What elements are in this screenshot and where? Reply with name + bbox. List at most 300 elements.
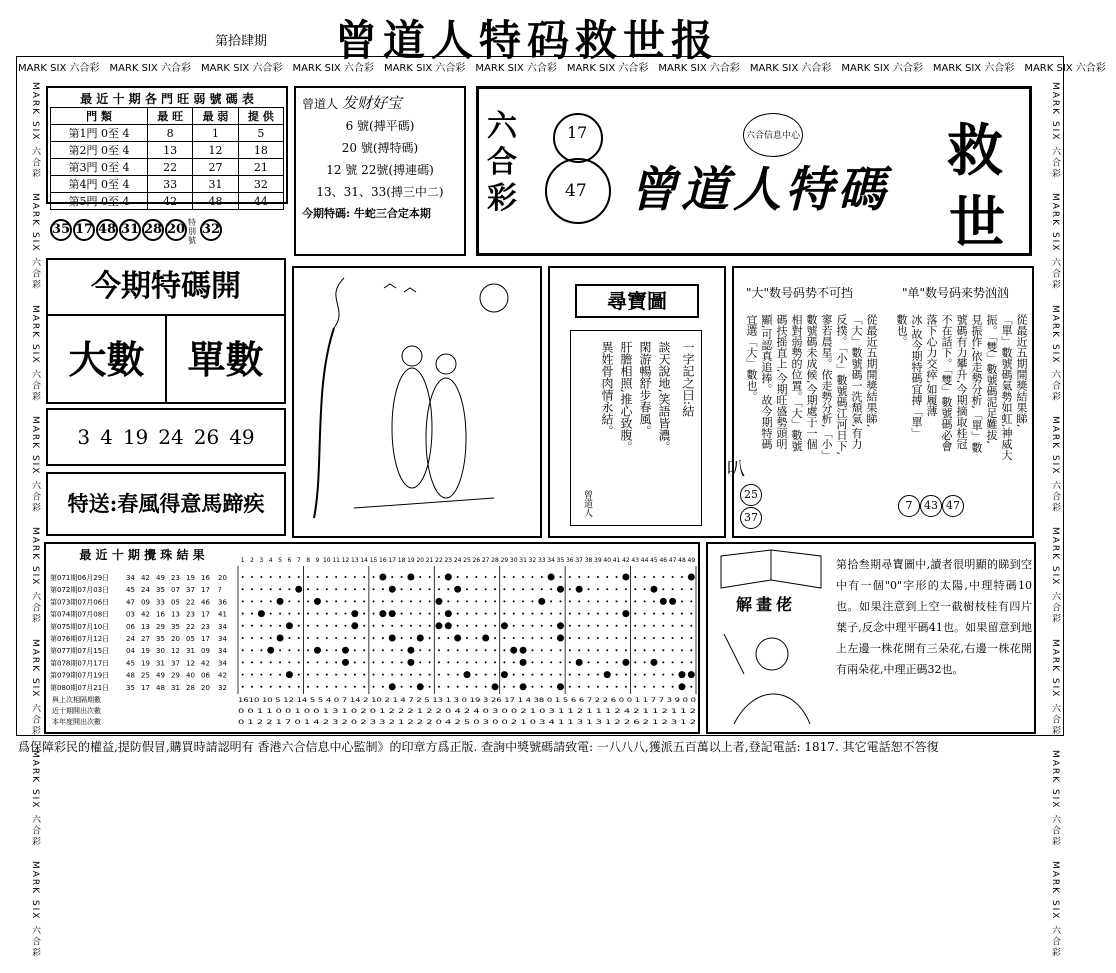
grid-dot <box>307 625 309 627</box>
special-number: 26 <box>193 425 220 449</box>
grid-dot <box>475 613 477 615</box>
drawn-ball-mark <box>557 586 564 593</box>
treasure-sign: 曾道人 <box>582 490 592 517</box>
draw-ball: 17 <box>201 586 210 595</box>
grid-dot <box>531 637 533 639</box>
logo-number-2: 47 <box>565 181 587 201</box>
drawn-ball-mark <box>445 622 452 629</box>
grid-dot <box>606 576 608 578</box>
column-number: 44 <box>640 557 649 564</box>
poem-line: 異姓骨肉情永結。 <box>600 341 614 437</box>
table-row <box>51 193 284 210</box>
drawn-ball-mark <box>417 683 424 690</box>
grid-dot <box>298 613 300 615</box>
table-cell: 22 <box>148 159 193 176</box>
grid-dot <box>373 637 375 639</box>
column-number: 16 <box>379 557 387 564</box>
grid-dot <box>354 637 356 639</box>
poem-line: 肝膽相照,推心致腹。 <box>619 341 633 453</box>
grid-dot <box>569 588 571 590</box>
right-band <box>1040 82 1062 959</box>
grid-dot <box>307 613 309 615</box>
grid-dot <box>270 576 272 578</box>
grid-dot <box>316 588 318 590</box>
draw-ball: 29 <box>171 671 180 680</box>
grid-dot <box>485 613 487 615</box>
grid-dot <box>298 600 300 602</box>
analysis-column: 不在話下。「雙」數號碼必會 <box>940 314 953 452</box>
grid-dot <box>690 637 692 639</box>
draw-ball: 23 <box>186 610 195 619</box>
table-cell: 13 <box>148 142 193 159</box>
band-label: MARK SIX 六合彩 <box>566 63 649 74</box>
grid-dot <box>251 576 253 578</box>
draw-ball: 09 <box>141 598 150 607</box>
grid-dot <box>634 637 636 639</box>
balls-row <box>50 218 290 246</box>
grid-dot <box>522 625 524 627</box>
grid-dot <box>260 600 262 602</box>
riddle-box <box>706 542 1036 734</box>
draw-ball: 23 <box>171 574 180 582</box>
number-ball: 20 <box>165 219 187 241</box>
lhc-text: 六合彩 <box>487 109 517 216</box>
number-circle: 43 <box>920 495 942 517</box>
grid-dot <box>429 600 431 602</box>
grid-dot <box>391 600 393 602</box>
drawn-ball-mark <box>277 635 284 642</box>
draw-ball: 16 <box>201 574 210 582</box>
grid-dot <box>457 613 459 615</box>
grid-dot <box>466 600 468 602</box>
analysis-column: 顯,可認真追捧。故今期特碼 <box>760 314 773 450</box>
big-label: 大數 <box>48 316 167 404</box>
grid-dot <box>653 600 655 602</box>
grid-dot <box>419 649 421 651</box>
grid-dot <box>662 649 664 651</box>
draw-ball: 16 <box>156 610 165 619</box>
draw-special: 34 <box>218 647 227 656</box>
grid-dot <box>606 625 608 627</box>
grid-dot <box>616 661 618 663</box>
grid-dot <box>681 613 683 615</box>
grid-dot <box>344 576 346 578</box>
draw-ball: 25 <box>141 671 150 680</box>
drawn-ball-mark <box>520 659 527 666</box>
grid-dot <box>419 576 421 578</box>
grid-dot <box>672 649 674 651</box>
grid-dot <box>410 600 412 602</box>
grid-dot <box>485 600 487 602</box>
grid-dot <box>569 661 571 663</box>
grid-dot <box>391 649 393 651</box>
grid-dot <box>354 661 356 663</box>
column-number: 29 <box>500 557 509 564</box>
column-number: 36 <box>565 557 574 564</box>
grid-dot <box>681 661 683 663</box>
grid-dot <box>672 588 674 590</box>
grid-dot <box>335 661 337 663</box>
grid-dot <box>644 674 646 676</box>
drawn-ball-mark <box>520 683 527 690</box>
grid-dot <box>326 661 328 663</box>
grid-dot <box>410 637 412 639</box>
grid-dot <box>307 686 309 688</box>
grid-dot <box>251 674 253 676</box>
analysis-column: 碼扶摇直上,今期旺盛勢頭明 <box>775 314 788 450</box>
grid-dot <box>616 600 618 602</box>
poem-line: 談天說地,笑語皆濃。 <box>657 341 671 453</box>
grid-dot <box>475 625 477 627</box>
grid-dot <box>616 637 618 639</box>
grid-dot <box>391 674 393 676</box>
grid-dot <box>578 686 580 688</box>
draw-ball: 20 <box>171 635 180 643</box>
draw-label: 第078期07月17日 <box>50 659 110 668</box>
drawn-ball-mark <box>314 647 321 654</box>
grid-dot <box>588 637 590 639</box>
special-open-title: 今期特碼開 <box>48 260 284 316</box>
band-label: MARK SIX 六合彩 <box>18 63 100 74</box>
grid-dot <box>606 686 608 688</box>
draw-ball: 35 <box>156 586 165 595</box>
grid-dot <box>288 661 290 663</box>
draw-ball: 27 <box>141 635 150 643</box>
grid-dot <box>242 637 244 639</box>
table-row <box>51 125 284 142</box>
grid-dot <box>494 600 496 602</box>
table-row <box>51 142 284 159</box>
grid-dot <box>447 649 449 651</box>
grid-dot <box>251 661 253 663</box>
table-cell: 第1門 0至 4 <box>51 125 148 142</box>
grid-dot <box>513 661 515 663</box>
column-number: 31 <box>519 557 527 564</box>
grid-dot <box>363 625 365 627</box>
grid-dot <box>513 613 515 615</box>
grid-dot <box>410 625 412 627</box>
band-label: MARK SIX 六合彩 <box>30 638 40 737</box>
drawn-ball-mark <box>622 659 629 666</box>
grid-dot <box>344 588 346 590</box>
grid-dot <box>485 674 487 676</box>
grid-dot <box>419 588 421 590</box>
number-circle: 47 <box>942 495 964 517</box>
table-cell: 12 <box>193 142 238 159</box>
grid-dot <box>270 686 272 688</box>
drawn-ball-mark <box>435 622 442 629</box>
grid-dot <box>335 649 337 651</box>
grid-dot <box>419 674 421 676</box>
draw-ball: 20 <box>201 683 210 692</box>
grid-dot <box>541 661 543 663</box>
drawn-ball-mark <box>510 647 517 654</box>
drawn-ball-mark <box>576 586 583 593</box>
analysis-column: 宜選「大」數也。 <box>745 314 758 402</box>
drawn-ball-mark <box>678 671 685 678</box>
grid-dot <box>597 674 599 676</box>
draw-special: 32 <box>218 683 227 692</box>
grid-dot <box>242 649 244 651</box>
drawn-ball-mark <box>435 598 442 605</box>
table-cell: 5 <box>238 125 283 142</box>
grid-dot <box>447 588 449 590</box>
grid-dot <box>307 637 309 639</box>
grid-dot <box>690 649 692 651</box>
band-label: MARK SIX 六合彩 <box>109 63 191 74</box>
grid-dot <box>316 661 318 663</box>
column-number: 43 <box>631 557 640 564</box>
grid-dot <box>288 637 290 639</box>
draws-title: 最 近 十 期 攪 珠 結 果 <box>79 548 205 562</box>
draw-ball: 35 <box>171 622 180 631</box>
grid-dot <box>475 637 477 639</box>
grid-dot <box>634 625 636 627</box>
grid-dot <box>503 600 505 602</box>
grid-dot <box>569 637 571 639</box>
footer-label: 本年度開出次數 <box>52 718 101 726</box>
grid-dot <box>690 588 692 590</box>
drawn-ball-mark <box>501 622 508 629</box>
band-label: MARK SIX 六合彩 <box>200 63 283 74</box>
number-circle: 7 <box>898 495 920 517</box>
draw-ball: 31 <box>171 683 180 692</box>
column-number: 21 <box>425 557 434 564</box>
analysis-column: 從最近五期開獎結果睇, <box>865 314 878 428</box>
band-label: MARK SIX 六合彩 <box>1050 416 1060 514</box>
grid-dot <box>578 600 580 602</box>
grid-dot <box>401 625 403 627</box>
grid-dot <box>653 576 655 578</box>
logo-seal: 六合信息中心 <box>743 113 803 157</box>
analysis-column: 見振作,依走勢分析,「單」數 <box>970 314 983 453</box>
drawn-ball-mark <box>688 671 695 678</box>
drawn-ball-mark <box>407 659 414 666</box>
draw-ball: 23 <box>201 622 210 631</box>
grid-dot <box>578 637 580 639</box>
grid-dot <box>270 625 272 627</box>
grid-dot <box>270 600 272 602</box>
poem-line: 閑游暢舒步春風。 <box>638 341 652 437</box>
grid-dot <box>531 674 533 676</box>
draw-ball: 22 <box>186 598 195 607</box>
draw-ball: 42 <box>141 574 150 582</box>
recent-table <box>50 107 284 210</box>
grid-dot <box>251 600 253 602</box>
tip-line: 20 號(搏特碼) <box>341 141 419 155</box>
draw-ball: 42 <box>201 659 210 668</box>
grid-dot <box>494 613 496 615</box>
grid-dot <box>270 661 272 663</box>
grid-dot <box>466 637 468 639</box>
grid-dot <box>588 613 590 615</box>
grid-dot <box>531 686 533 688</box>
drawn-ball-mark <box>650 659 657 666</box>
grid-dot <box>681 588 683 590</box>
draw-ball: 05 <box>186 635 195 643</box>
table-header: 最 弱 <box>193 108 238 125</box>
recent-table-title: 最 近 十 期 各 門 旺 弱 號 碼 表 <box>80 92 254 106</box>
draw-special: 36 <box>218 598 227 607</box>
drawn-ball-mark <box>650 586 657 593</box>
drawn-ball-mark <box>557 635 564 642</box>
draw-ball: 37 <box>186 586 195 595</box>
grid-dot <box>494 649 496 651</box>
footer-label: 近十期開出次數 <box>52 707 101 715</box>
grid-dot <box>419 600 421 602</box>
analysis-column: 冰,故今期特碼宜搏「單」 <box>910 314 923 439</box>
grid-dot <box>279 649 281 651</box>
tip-line: 12 號 22號(搏連碼) <box>326 163 434 177</box>
grid-dot <box>559 600 561 602</box>
grid-dot <box>429 661 431 663</box>
draw-ball: 31 <box>156 659 165 668</box>
table-cell: 18 <box>238 142 283 159</box>
grid-dot <box>503 686 505 688</box>
draw-ball: 03 <box>126 610 135 619</box>
grid-dot <box>447 637 449 639</box>
grid-dot <box>681 576 683 578</box>
grid-dot <box>363 576 365 578</box>
grid-dot <box>335 600 337 602</box>
grid-dot <box>559 649 561 651</box>
grid-dot <box>597 576 599 578</box>
grid-dot <box>588 576 590 578</box>
gourd-icon <box>523 103 633 223</box>
draw-special: 34 <box>218 659 227 668</box>
grid-dot <box>251 686 253 688</box>
footer-row: 0 0 1 1 0 0 1 0 0 1 3 1 0 2 0 1 2 2 2 1 2 2 0 4 2 4 0 3 0 0 2 1 0 3 1 1 2 1 1 1 2 4 2 1 1 2 1 1 2 <box>238 708 697 715</box>
draw-ball: 34 <box>126 574 135 582</box>
grid-dot <box>578 674 580 676</box>
grid-dot <box>401 600 403 602</box>
grid-dot <box>251 649 253 651</box>
drawn-ball-mark <box>548 574 555 581</box>
grid-dot <box>672 686 674 688</box>
riddle-text: 第拾叁期尋寶圖中,讀者很明顯的睇到空中有一個"0"字形的太陽,中理特碼10也。如果注意到上空一截樹枝桂有四片葉子,反念中理平碼41也。如果留意到地上左邊一株花開有三朵花,右邊一株花開有兩朵花,中理正碼32也。 <box>836 558 1032 676</box>
grid-dot <box>363 661 365 663</box>
table-header: 門 類 <box>51 108 148 125</box>
column-number: 22 <box>435 557 443 564</box>
grid-dot <box>288 576 290 578</box>
drawn-ball-mark <box>445 610 452 617</box>
grid-dot <box>344 637 346 639</box>
grid-dot <box>606 637 608 639</box>
grid-dot <box>382 661 384 663</box>
grid-dot <box>616 588 618 590</box>
grid-dot <box>634 686 636 688</box>
grid-dot <box>681 649 683 651</box>
grid-dot <box>354 649 356 651</box>
column-number: 37 <box>575 557 583 564</box>
grid-dot <box>401 588 403 590</box>
grid-dot <box>382 637 384 639</box>
analysis-column: 數也。 <box>895 314 908 347</box>
table-cell: 44 <box>238 193 283 210</box>
grid-dot <box>690 686 692 688</box>
band-label: MARK SIX 六合彩 <box>1050 527 1060 625</box>
grid-dot <box>662 637 664 639</box>
grid-dot <box>634 649 636 651</box>
column-number: 39 <box>594 557 602 564</box>
column-number: 45 <box>650 557 658 564</box>
draw-ball: 47 <box>126 598 135 607</box>
grid-dot <box>401 649 403 651</box>
band-label: MARK SIX 六合彩 <box>1050 638 1060 737</box>
table-cell: 第2門 0至 4 <box>51 142 148 159</box>
grid-dot <box>335 674 337 676</box>
grid-dot <box>326 625 328 627</box>
drawn-ball-mark <box>277 598 284 605</box>
grid-dot <box>307 600 309 602</box>
grid-dot <box>242 661 244 663</box>
drawn-ball-mark <box>342 647 349 654</box>
grid-dot <box>606 649 608 651</box>
special-numbers-box <box>46 408 286 466</box>
table-cell: 27 <box>193 159 238 176</box>
table-cell: 第3門 0至 4 <box>51 159 148 176</box>
grid-dot <box>541 576 543 578</box>
grid-dot <box>531 613 533 615</box>
grid-dot <box>541 613 543 615</box>
number-ball: 28 <box>142 219 164 241</box>
draw-ball: 48 <box>156 683 165 692</box>
drawn-ball-mark <box>678 683 685 690</box>
grid-dot <box>606 661 608 663</box>
grid-dot <box>475 674 477 676</box>
drawn-ball-mark <box>669 598 676 605</box>
column-number: 4 <box>268 557 273 564</box>
grid-dot <box>644 686 646 688</box>
grid-dot <box>513 625 515 627</box>
grid-dot <box>419 625 421 627</box>
draw-ball: 22 <box>186 622 195 631</box>
column-number: 5 <box>278 557 282 564</box>
grid-dot <box>307 674 309 676</box>
draw-ball: 28 <box>186 683 195 692</box>
column-number: 2 <box>250 557 254 564</box>
table-row <box>51 159 284 176</box>
grid-dot <box>429 625 431 627</box>
grid-dot <box>522 613 524 615</box>
draw-ball: 24 <box>126 635 135 643</box>
left-band <box>20 82 42 959</box>
grid-dot <box>326 637 328 639</box>
grid-dot <box>288 686 290 688</box>
table-header: 提 供 <box>238 108 283 125</box>
grid-dot <box>531 649 533 651</box>
grid-dot <box>513 686 515 688</box>
column-number: 23 <box>444 557 453 564</box>
grid-dot <box>419 613 421 615</box>
grid-dot <box>363 686 365 688</box>
draw-ball: 19 <box>141 659 150 668</box>
grid-dot <box>373 686 375 688</box>
grid-dot <box>466 588 468 590</box>
band-label: MARK SIX 六合彩 <box>30 304 40 403</box>
grid-dot <box>438 576 440 578</box>
grid-dot <box>363 588 365 590</box>
logo-shi: 世 <box>949 190 1005 256</box>
grid-dot <box>401 686 403 688</box>
drawn-ball-mark <box>389 610 396 617</box>
grid-dot <box>513 600 515 602</box>
grid-dot <box>288 613 290 615</box>
grid-dot <box>335 613 337 615</box>
grid-dot <box>662 613 664 615</box>
number-ball: 32 <box>200 219 222 241</box>
column-number: 24 <box>453 557 462 564</box>
